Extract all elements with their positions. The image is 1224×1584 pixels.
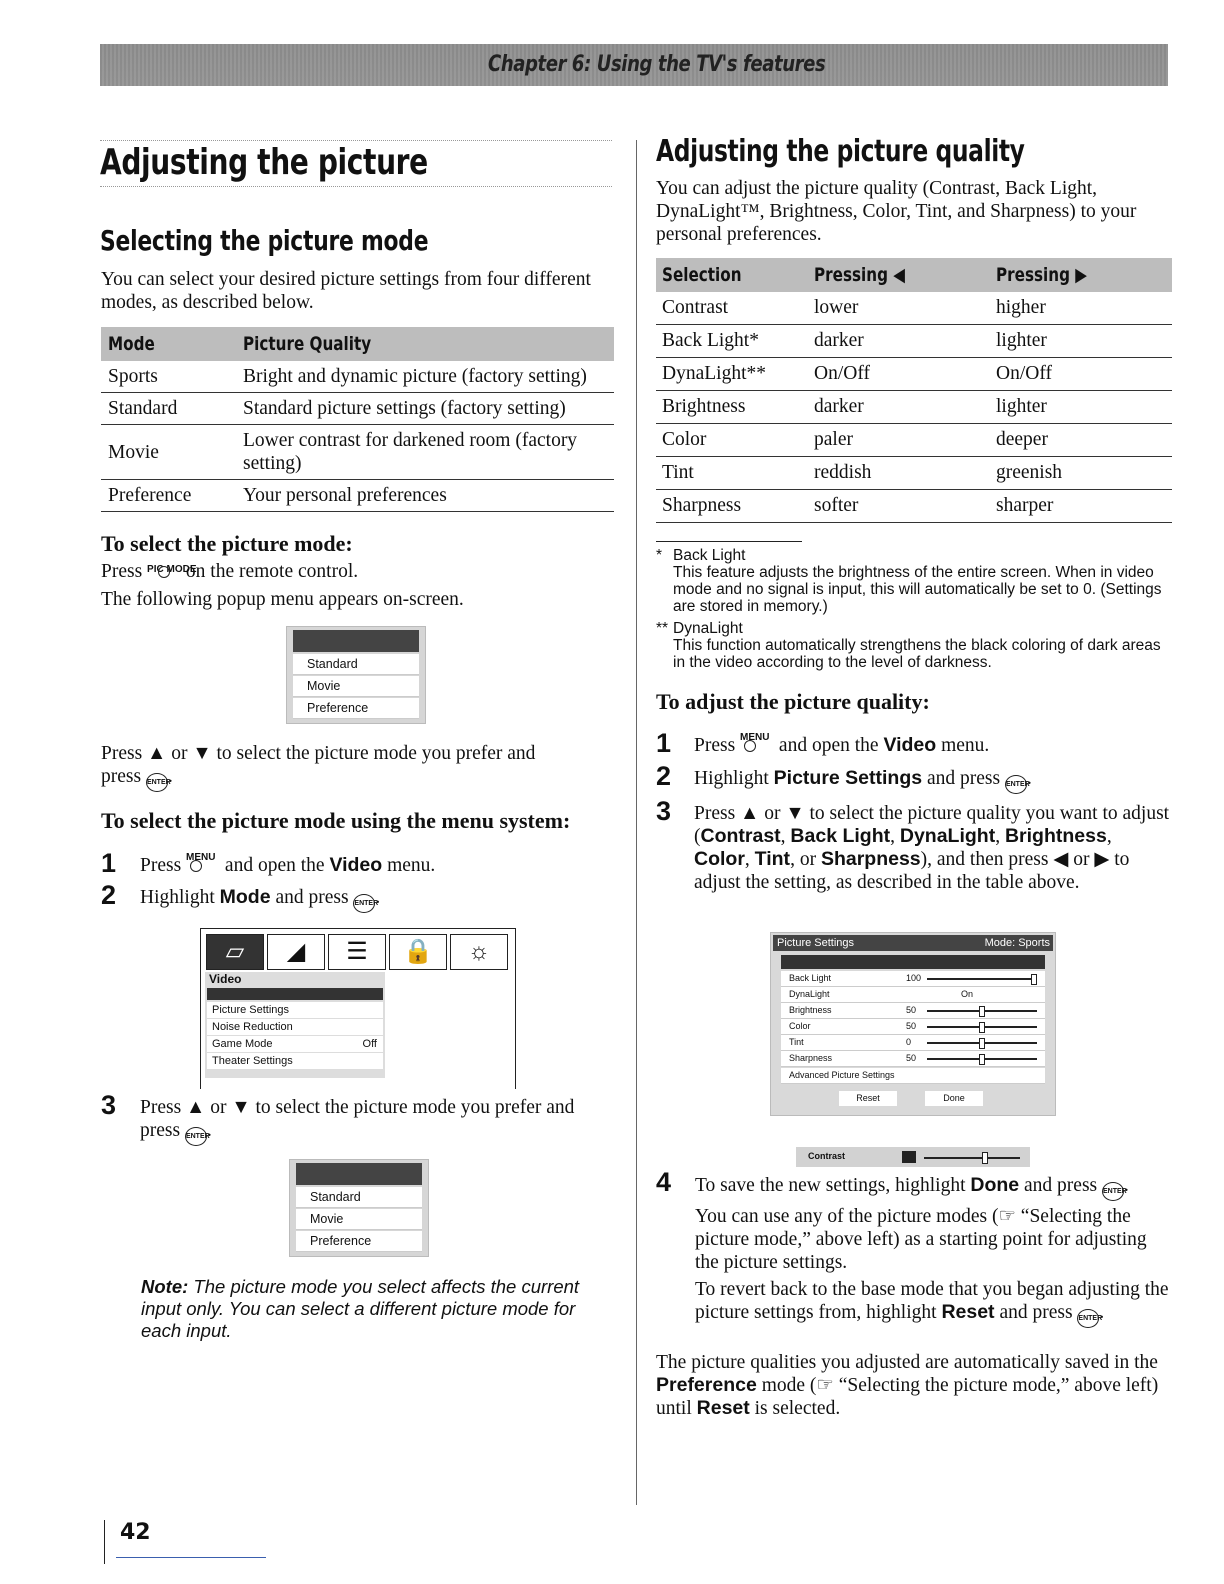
- select-mode-heading: To select the picture mode:: [101, 531, 353, 556]
- preferences-tab-icon[interactable]: ☰: [328, 934, 386, 970]
- ps-row-value: 0: [906, 1037, 912, 1047]
- audio-tab-icon[interactable]: ◢: [267, 934, 325, 970]
- table-row: Sports Bright and dynamic picture (factory setting): [101, 361, 614, 393]
- popup-item[interactable]: Movie: [296, 1209, 422, 1230]
- enter-icon: ENTER: [185, 1127, 207, 1146]
- setup-tab-icon[interactable]: ☼: [450, 934, 508, 970]
- section-heading-picture-mode: Selecting the picture mode: [100, 224, 429, 257]
- column-divider: [636, 140, 637, 1505]
- contrast-slider-knob[interactable]: [982, 1152, 988, 1164]
- ps-title: Picture Settings: [777, 937, 855, 949]
- table-row: Color paler deeper: [656, 424, 1172, 457]
- enter-icon: ENTER: [353, 894, 375, 913]
- picture-mode-popup-2: [289, 1159, 429, 1257]
- footer-rule-horizontal: [116, 1557, 266, 1558]
- table-row: Preference Your personal preferences: [101, 480, 614, 512]
- popup-note: The following popup menu appears on-screen.: [101, 589, 464, 610]
- ps-slider-knob[interactable]: [979, 1054, 985, 1065]
- adjust-heading: To adjust the picture quality:: [656, 689, 930, 714]
- table-row: Brightness darker lighter: [656, 391, 1172, 424]
- video-menu-item[interactable]: Theater Settings: [207, 1053, 383, 1069]
- ps-slider-knob[interactable]: [979, 1006, 985, 1017]
- ps-slider-knob[interactable]: [979, 1038, 985, 1049]
- enter-icon: ENTER: [1102, 1182, 1124, 1201]
- table-row: Contrast lower higher: [656, 292, 1172, 325]
- menu-step-2: 2 Highlight Mode and press ENTER.: [101, 880, 621, 911]
- ps-row-value: On: [961, 989, 974, 999]
- picture-quality-title: Adjusting the picture quality: [656, 134, 1025, 169]
- menu-system-heading: To select the picture mode using the menu system:: [101, 808, 571, 833]
- pic-mode-button-icon: PIC MODE: [147, 561, 181, 577]
- enter-icon: ENTER: [146, 773, 168, 792]
- title-rule-bottom: [100, 186, 612, 187]
- ps-row[interactable]: [781, 1003, 1045, 1019]
- ps-title-bar: [773, 935, 1053, 951]
- mode-row-highlight[interactable]: [207, 988, 383, 1000]
- ps-row-label: Sharpness: [789, 1053, 833, 1063]
- chapter-title: Chapter 6: Using the TV's features: [488, 52, 826, 77]
- popup-highlight-sports: [293, 630, 419, 652]
- chapter-header-band: [100, 44, 1168, 86]
- ps-row-value: 50: [906, 1053, 917, 1063]
- enter-icon: ENTER: [1077, 1309, 1099, 1328]
- video-menu-item-game-mode[interactable]: Game Mode Off: [207, 1036, 383, 1052]
- picture-settings-screenshot: [770, 932, 1056, 1116]
- adjust-step-3: 3 Press ▲ or ▼ to select the picture quality you want to adjust (Contrast, Back Light, DynaLight, Brightness, Color, Tint, or Sharpness), and then press ◀ or ▶ to adjust the setting, as described in the table above.: [656, 796, 1170, 893]
- popup-item[interactable]: Preference: [296, 1231, 422, 1252]
- footnote-dynalight: ** DynaLight This function automatically strengthens the black coloring of dark areas in the video according to the level of darkness.: [656, 620, 1161, 671]
- footer-rule-vertical: [104, 1520, 105, 1564]
- lock-tab-icon[interactable]: 🔒: [389, 934, 447, 970]
- ps-row[interactable]: [781, 1019, 1045, 1035]
- popup-item[interactable]: Preference: [293, 698, 419, 719]
- ps-contrast-highlight[interactable]: [781, 955, 1045, 969]
- menu-button-icon: MENU: [186, 855, 220, 871]
- pq-table-header: Selection: [656, 258, 808, 292]
- ps-reset-button[interactable]: Reset: [839, 1091, 897, 1106]
- picture-mode-intro: You can select your desired picture settings from four different modes, as described below.: [101, 269, 591, 313]
- ps-done-button[interactable]: Done: [925, 1091, 983, 1106]
- ps-row-label: Brightness: [789, 1005, 832, 1015]
- video-tab-icon[interactable]: ▱: [206, 934, 264, 970]
- ps-row[interactable]: [781, 1051, 1045, 1067]
- footnote-rule: [656, 541, 802, 542]
- mode-table-header: Mode: [101, 327, 236, 361]
- adjust-step-1: 1 Press MENU and open the Video menu.: [656, 728, 990, 758]
- ps-row-value: 100: [906, 973, 922, 983]
- table-row: DynaLight** On/Off On/Off: [656, 358, 1172, 391]
- menu-button-icon: MENU: [740, 735, 774, 751]
- contrast-slider-bar: [796, 1147, 1030, 1167]
- video-menu-item[interactable]: Picture Settings: [207, 1002, 383, 1018]
- ps-row[interactable]: [781, 971, 1045, 987]
- video-menu-screenshot: [200, 928, 516, 1090]
- popup-item[interactable]: Movie: [293, 676, 419, 697]
- ps-row-label: Tint: [789, 1037, 804, 1047]
- ps-row-label: Back Light: [789, 973, 832, 983]
- video-menu-item[interactable]: Noise Reduction: [207, 1019, 383, 1035]
- page-title: Adjusting the picture: [100, 142, 428, 183]
- video-menu-title: Video: [209, 972, 242, 986]
- menu-step-1: 1 Press MENU and open the Video menu.: [101, 848, 436, 878]
- popup-highlight-sports: [296, 1163, 422, 1185]
- picture-mode-popup: [286, 626, 426, 724]
- adjust-step-4: 4 To save the new settings, highlight Done and press ENTER. You can use any of the picture modes (☞ “Selecting the picture mode,” above left) as a starting point for adjusting the picture settings. To revert back to the base mode that you began adjusting the picture settings from, highlight Reset and press ENTER.: [656, 1167, 1172, 1198]
- game-mode-value: Off: [362, 1038, 377, 1050]
- ps-mode: Mode: Sports: [984, 937, 1050, 949]
- ps-slider-knob[interactable]: [979, 1022, 985, 1033]
- contrast-slider-track[interactable]: [924, 1157, 1020, 1159]
- mode-table: [101, 327, 614, 512]
- contrast-slider-label: Contrast: [808, 1151, 846, 1161]
- table-row: Movie Lower contrast for darkened room (factory setting): [101, 425, 614, 480]
- table-row: Sharpness softer sharper: [656, 490, 1172, 523]
- picture-quality-intro: You can adjust the picture quality (Contrast, Back Light, DynaLight™, Brightness, Color, Tint, and Sharpness) to your personal preferences.: [656, 178, 1137, 245]
- ps-row[interactable]: [781, 987, 1045, 1003]
- ps-slider-track[interactable]: [927, 978, 1037, 980]
- popup-item[interactable]: Standard: [293, 654, 419, 675]
- table-row: Standard Standard picture settings (factory setting): [101, 393, 614, 425]
- mode-table-header: Picture Quality: [236, 327, 614, 361]
- select-mode-instruction: Press PIC MODE on the remote control.: [101, 561, 359, 582]
- ps-advanced-row[interactable]: Advanced Picture Settings: [781, 1068, 1045, 1084]
- table-row: Tint reddish greenish: [656, 457, 1172, 490]
- contrast-value-box: [902, 1151, 916, 1163]
- enter-icon: ENTER: [1005, 775, 1027, 794]
- note: Note: The picture mode you select affects the current input only. You can select a different picture mode for each input.: [141, 1276, 580, 1341]
- page-number: 42: [120, 1520, 151, 1545]
- ps-row[interactable]: [781, 1035, 1045, 1051]
- after-popup-instruction: Press ▲ or ▼ to select the picture mode you prefer and press ENTER.: [101, 742, 621, 792]
- menu-step-3: 3 Press ▲ or ▼ to select the picture mode you prefer and press ENTER.: [101, 1090, 621, 1121]
- pq-table-header: Pressing ▶: [990, 258, 1172, 292]
- popup-item[interactable]: Standard: [296, 1187, 422, 1208]
- ps-row-value: 50: [906, 1021, 917, 1031]
- table-row: Back Light* darker lighter: [656, 325, 1172, 358]
- ps-slider-knob[interactable]: [1031, 974, 1037, 985]
- ps-row-value: 50: [906, 1005, 917, 1015]
- adjust-step-2: 2 Highlight Picture Settings and press ENTER.: [656, 761, 1172, 792]
- title-rule-top: [100, 140, 612, 141]
- ps-row-label: Color: [789, 1021, 811, 1031]
- ps-row-label: DynaLight: [789, 989, 830, 999]
- closing-paragraph: The picture qualities you adjusted are automatically saved in the Preference mode (☞ “Selecting the picture mode,” above left) until Reset is selected.: [656, 1352, 1159, 1419]
- picture-quality-table: [656, 258, 1172, 523]
- footnote-back-light: * Back Light This feature adjusts the brightness of the entire screen. When in video mode and no signal is input, this will automatically be set to 0. (Settings are stored in memory.): [656, 547, 1162, 615]
- pq-table-header: Pressing ◀: [808, 258, 990, 292]
